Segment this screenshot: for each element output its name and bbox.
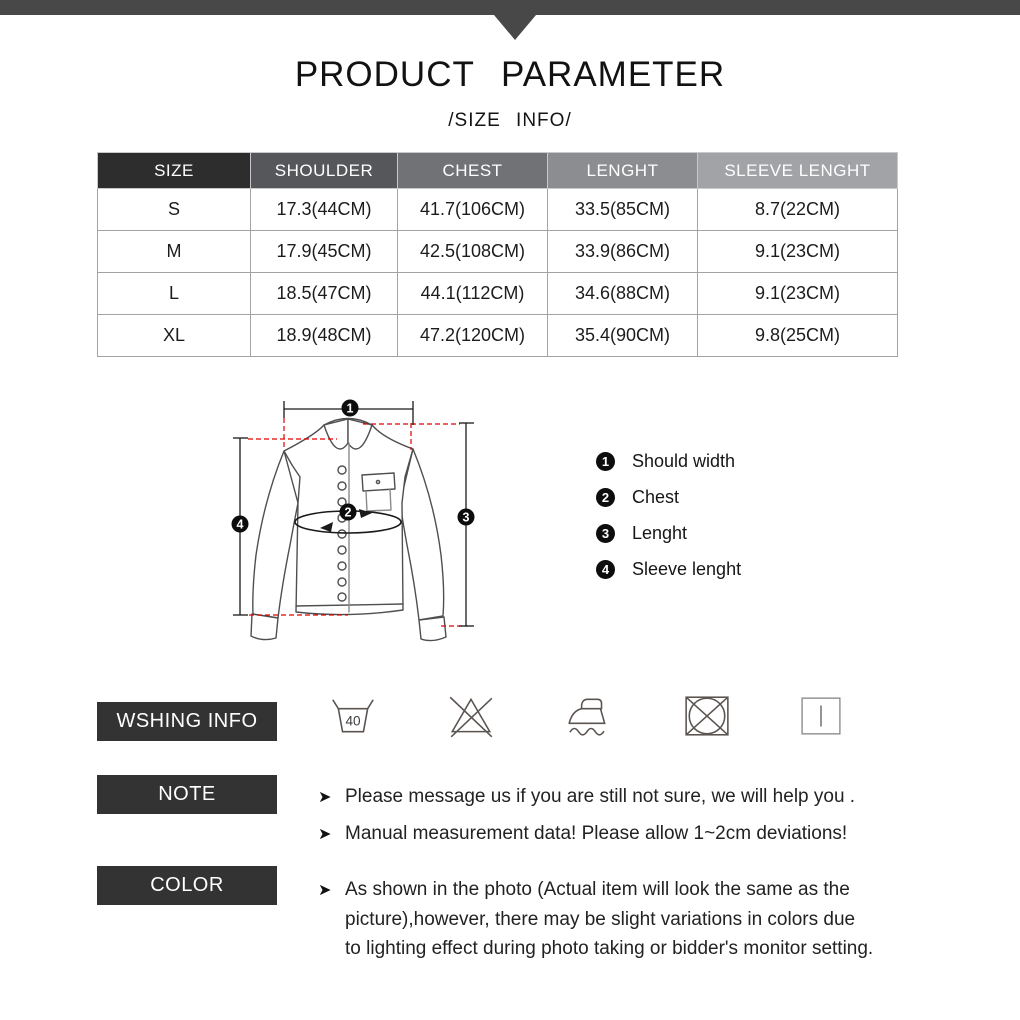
table-cell: 41.7(106CM) bbox=[398, 189, 548, 231]
color-line: picture),however, there may be slight variations in colors due bbox=[345, 909, 856, 930]
down-triangle-icon bbox=[494, 15, 536, 40]
table-cell: 44.1(112CM) bbox=[398, 273, 548, 315]
table-row bbox=[98, 273, 898, 315]
note-text: Please message us if you are still not sure, we will help you . bbox=[345, 786, 856, 807]
marker-4: 4 bbox=[236, 517, 244, 532]
table-cell: 9.1(23CM) bbox=[698, 273, 898, 315]
legend-num-4: 4 bbox=[596, 560, 615, 579]
table-cell: 9.1(23CM) bbox=[698, 231, 898, 273]
no-bleach-icon bbox=[446, 693, 496, 744]
arrow-bullet-icon: ➤ bbox=[318, 826, 332, 843]
top-bar bbox=[0, 0, 1020, 15]
washing-icons-row bbox=[330, 692, 842, 744]
marker-1: 1 bbox=[346, 401, 354, 416]
shirt-measure-diagram bbox=[220, 385, 500, 655]
col-header-lenght: LENGHT bbox=[548, 153, 698, 189]
col-header-chest: CHEST bbox=[398, 153, 548, 189]
table-row bbox=[98, 231, 898, 273]
table-cell: 18.9(48CM) bbox=[251, 315, 398, 357]
table-cell: 47.2(120CM) bbox=[398, 315, 548, 357]
marker-3: 3 bbox=[462, 510, 470, 525]
legend-item bbox=[596, 487, 741, 507]
table-cell: 17.3(44CM) bbox=[251, 189, 398, 231]
legend-item bbox=[596, 559, 741, 579]
col-header-size: SIZE bbox=[98, 153, 251, 189]
page-subtitle: /SIZE INFO/ bbox=[448, 110, 572, 131]
color-line: to lighting effect during photo taking or bidder's monitor setting. bbox=[345, 938, 874, 959]
color-line bbox=[318, 875, 938, 905]
table-cell: 42.5(108CM) bbox=[398, 231, 548, 273]
table-cell: 35.4(90CM) bbox=[548, 315, 698, 357]
note-text: Manual measurement data! Please allow 1~2cm deviations! bbox=[345, 823, 848, 844]
arrow-bullet-icon: ➤ bbox=[318, 882, 332, 899]
table-cell: L bbox=[98, 273, 251, 315]
arrow-bullet-icon: ➤ bbox=[318, 789, 332, 806]
color-text: As shown in the photo (Actual item will look the same as the bbox=[345, 879, 850, 900]
table-cell: S bbox=[98, 189, 251, 231]
table-cell: 33.9(86CM) bbox=[548, 231, 698, 273]
shirt-outline bbox=[251, 419, 446, 641]
table-cell: 17.9(45CM) bbox=[251, 231, 398, 273]
legend-num-2: 2 bbox=[596, 488, 615, 507]
wash-temp: 40 bbox=[345, 712, 361, 728]
legend-item bbox=[596, 523, 741, 543]
table-row bbox=[98, 189, 898, 231]
table-cell: 9.8(25CM) bbox=[698, 315, 898, 357]
note-item bbox=[318, 823, 938, 845]
table-row bbox=[98, 315, 898, 357]
legend-num-3: 3 bbox=[596, 524, 615, 543]
legend-label: Sleeve lenght bbox=[632, 558, 742, 579]
size-table bbox=[97, 152, 898, 357]
color-label: COLOR bbox=[97, 866, 277, 905]
note-label: NOTE bbox=[97, 775, 277, 814]
measure-legend bbox=[596, 451, 741, 595]
marker-2: 2 bbox=[344, 505, 352, 520]
washing-info-label: WSHING INFO bbox=[97, 702, 277, 741]
table-cell: M bbox=[98, 231, 251, 273]
page-title: PRODUCT PARAMETER bbox=[294, 55, 726, 94]
legend-num-1: 1 bbox=[596, 452, 615, 471]
legend-label: Lenght bbox=[632, 522, 688, 543]
legend-label: Chest bbox=[632, 486, 680, 507]
table-cell: 33.5(85CM) bbox=[548, 189, 698, 231]
iron-icon bbox=[565, 694, 613, 743]
table-cell: 18.5(47CM) bbox=[251, 273, 398, 315]
col-header-sleeve-lenght: SLEEVE LENGHT bbox=[698, 153, 898, 189]
table-cell: XL bbox=[98, 315, 251, 357]
no-tumble-dry-icon bbox=[683, 694, 731, 743]
table-cell: 34.6(88CM) bbox=[548, 273, 698, 315]
note-item bbox=[318, 786, 938, 808]
table-cell: 8.7(22CM) bbox=[698, 189, 898, 231]
table-header-row bbox=[98, 153, 898, 189]
note-block bbox=[318, 786, 938, 860]
color-block bbox=[318, 875, 938, 963]
legend-label: Should width bbox=[632, 450, 736, 471]
drip-dry-icon bbox=[800, 696, 842, 741]
legend-item bbox=[596, 451, 741, 471]
col-header-shoulder: SHOULDER bbox=[251, 153, 398, 189]
wash-40c-icon bbox=[330, 696, 376, 741]
